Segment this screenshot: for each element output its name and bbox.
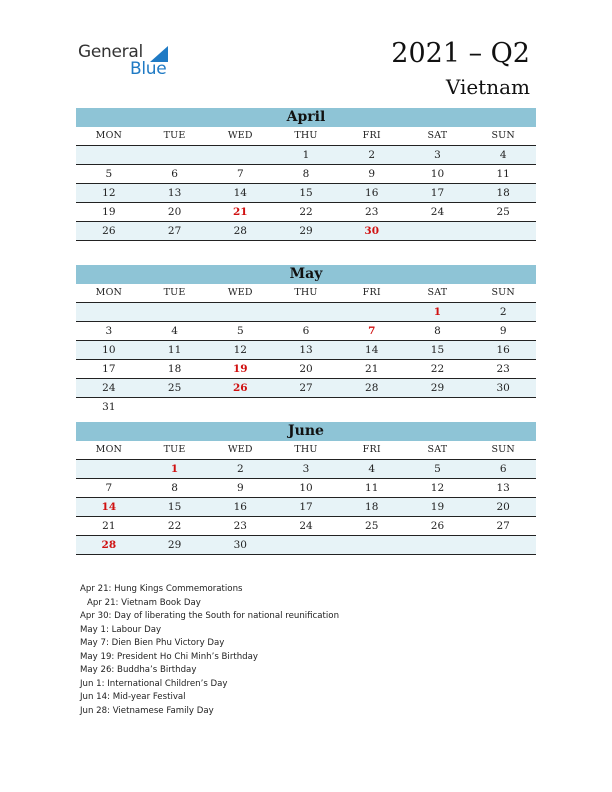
weekday-label: WED xyxy=(227,444,253,455)
holiday-note: Apr 21: Vietnam Book Day xyxy=(87,597,201,608)
week-row xyxy=(76,222,536,241)
empty-day-cell xyxy=(405,222,471,240)
day-cell: 5 xyxy=(236,325,244,337)
month-june xyxy=(76,422,536,555)
day-cell: 7 xyxy=(368,325,376,337)
day-cell: 9 xyxy=(236,482,244,494)
country-name: Vietnam xyxy=(445,75,530,99)
empty-day-cell xyxy=(339,303,405,321)
day-cell: 10 xyxy=(430,168,445,180)
week-row xyxy=(76,479,536,498)
day-cell: 20 xyxy=(167,206,182,218)
logo-blue-text: Blue xyxy=(130,59,167,79)
month-title: June xyxy=(76,422,536,441)
weekday-header-row xyxy=(76,127,536,146)
weekday-label: TUE xyxy=(163,130,186,141)
day-cell: 4 xyxy=(171,325,178,337)
day-cell: 7 xyxy=(236,168,244,180)
holiday-note: Apr 21: Hung Kings Commemorations xyxy=(80,584,243,594)
holiday-note: May 7: Dien Bien Phu Victory Day xyxy=(80,638,225,648)
day-cell: 7 xyxy=(105,482,113,494)
day-cell: 17 xyxy=(430,187,445,199)
day-cell: 27 xyxy=(496,520,510,532)
day-cell: 22 xyxy=(299,206,313,218)
day-cell: 30 xyxy=(233,539,247,551)
day-cell: 22 xyxy=(167,520,182,532)
holiday-note: Jun 28: Vietnamese Family Day xyxy=(80,705,214,716)
day-cell: 2 xyxy=(368,149,376,161)
page-title: 2021 – Q2 xyxy=(391,38,530,69)
weekday-label: SAT xyxy=(427,444,448,455)
month-april xyxy=(76,108,536,241)
day-cell: 6 xyxy=(302,325,310,337)
holiday-note: Jun 1: International Children’s Day xyxy=(80,678,228,689)
day-cell: 9 xyxy=(499,325,507,337)
day-cell: 30 xyxy=(496,382,510,394)
day-cell: 5 xyxy=(105,168,113,180)
month-may xyxy=(76,265,536,416)
empty-day-cell xyxy=(76,460,142,478)
day-cell: 25 xyxy=(365,520,379,532)
empty-day-cell xyxy=(339,398,405,416)
weekday-header-row xyxy=(76,441,536,460)
day-cell: 13 xyxy=(167,187,182,199)
day-cell: 1 xyxy=(302,149,310,161)
day-cell: 2 xyxy=(236,463,244,475)
day-cell: 22 xyxy=(430,363,445,375)
week-row xyxy=(76,360,536,379)
day-cell: 29 xyxy=(167,539,182,551)
empty-day-cell xyxy=(470,536,536,554)
day-cell: 4 xyxy=(499,149,507,161)
week-row xyxy=(76,460,536,479)
day-cell: 11 xyxy=(496,168,510,180)
logo xyxy=(78,42,188,82)
day-cell: 1 xyxy=(433,306,442,318)
month-title: April xyxy=(76,108,536,127)
day-cell: 3 xyxy=(434,149,441,161)
week-row xyxy=(76,341,536,360)
holiday-note: May 1: Labour Day xyxy=(80,624,162,635)
day-cell: 24 xyxy=(430,206,445,218)
week-row xyxy=(76,517,536,536)
holiday-note: Apr 30: Day of liberating the South for national reunification xyxy=(80,611,340,621)
weekday-label: FRI xyxy=(362,287,381,298)
day-cell: 12 xyxy=(102,187,116,199)
day-cell: 18 xyxy=(167,363,182,375)
day-cell: 3 xyxy=(302,463,310,475)
day-cell: 8 xyxy=(171,482,178,494)
day-cell: 29 xyxy=(430,382,445,394)
empty-day-cell xyxy=(142,303,208,321)
day-cell: 9 xyxy=(368,168,376,180)
empty-day-cell xyxy=(207,398,273,416)
weekday-label: FRI xyxy=(362,444,381,455)
day-cell: 8 xyxy=(434,325,441,337)
weekday-label: SUN xyxy=(491,287,515,298)
day-cell: 13 xyxy=(299,344,313,356)
day-cell: 23 xyxy=(365,206,379,218)
day-cell: 12 xyxy=(233,344,247,356)
weekday-label: WED xyxy=(227,287,253,298)
weekday-label: MON xyxy=(95,287,123,298)
weekday-label: SAT xyxy=(427,130,448,141)
day-cell: 21 xyxy=(102,520,116,532)
day-cell: 11 xyxy=(167,344,182,356)
day-cell: 10 xyxy=(299,482,313,494)
day-cell: 26 xyxy=(430,520,445,532)
week-row xyxy=(76,379,536,398)
day-cell: 23 xyxy=(496,363,510,375)
week-row xyxy=(76,498,536,517)
day-cell: 27 xyxy=(167,225,182,237)
weekday-label: SUN xyxy=(491,444,515,455)
day-cell: 14 xyxy=(233,187,247,199)
day-cell: 14 xyxy=(365,344,379,356)
week-row xyxy=(76,203,536,222)
day-cell: 16 xyxy=(365,187,379,199)
day-cell: 1 xyxy=(170,463,179,475)
day-cell: 19 xyxy=(102,206,116,218)
weekday-label: THU xyxy=(294,287,318,298)
empty-day-cell xyxy=(273,536,339,554)
weekday-label: WED xyxy=(227,130,253,141)
week-row xyxy=(76,165,536,184)
week-row xyxy=(76,184,536,203)
empty-day-cell xyxy=(405,536,471,554)
logo-general-text: General xyxy=(78,42,143,62)
day-cell: 31 xyxy=(102,401,116,413)
day-cell: 23 xyxy=(233,520,247,532)
weekday-label: MON xyxy=(95,130,123,141)
day-cell: 19 xyxy=(232,363,248,375)
empty-day-cell xyxy=(207,303,273,321)
day-cell: 16 xyxy=(496,344,510,356)
day-cell: 20 xyxy=(496,501,510,513)
empty-day-cell xyxy=(207,146,273,164)
empty-day-cell xyxy=(273,303,339,321)
day-cell: 13 xyxy=(496,482,510,494)
weekday-label: THU xyxy=(294,130,318,141)
month-title: May xyxy=(76,265,536,284)
empty-day-cell xyxy=(76,146,142,164)
day-cell: 16 xyxy=(233,501,247,513)
weekday-label: SUN xyxy=(491,130,515,141)
empty-day-cell xyxy=(339,536,405,554)
day-cell: 11 xyxy=(365,482,379,494)
week-row xyxy=(76,398,536,416)
day-cell: 15 xyxy=(430,344,445,356)
day-cell: 12 xyxy=(430,482,445,494)
weekday-header-row xyxy=(76,284,536,303)
day-cell: 21 xyxy=(232,206,248,218)
weekday-label: MON xyxy=(95,444,123,455)
day-cell: 3 xyxy=(105,325,113,337)
day-cell: 6 xyxy=(171,168,178,180)
day-cell: 5 xyxy=(434,463,441,475)
weekday-label: FRI xyxy=(362,130,381,141)
day-cell: 10 xyxy=(102,344,116,356)
empty-day-cell xyxy=(142,398,208,416)
week-row xyxy=(76,303,536,322)
day-cell: 18 xyxy=(365,501,379,513)
day-cell: 17 xyxy=(102,363,116,375)
day-cell: 19 xyxy=(430,501,445,513)
week-row xyxy=(76,322,536,341)
holiday-note: May 26: Buddha’s Birthday xyxy=(80,665,197,675)
day-cell: 14 xyxy=(101,501,117,513)
day-cell: 20 xyxy=(299,363,313,375)
day-cell: 28 xyxy=(365,382,379,394)
day-cell: 6 xyxy=(499,463,507,475)
holiday-notes xyxy=(80,583,339,718)
day-cell: 25 xyxy=(167,382,182,394)
day-cell: 17 xyxy=(299,501,313,513)
day-cell: 21 xyxy=(365,363,379,375)
day-cell: 24 xyxy=(102,382,116,394)
day-cell: 28 xyxy=(233,225,247,237)
day-cell: 15 xyxy=(167,501,182,513)
day-cell: 4 xyxy=(368,463,376,475)
empty-day-cell xyxy=(76,303,142,321)
day-cell: 18 xyxy=(496,187,510,199)
empty-day-cell xyxy=(470,222,536,240)
day-cell: 29 xyxy=(299,225,313,237)
day-cell: 30 xyxy=(364,225,380,237)
empty-day-cell xyxy=(142,146,208,164)
week-row xyxy=(76,146,536,165)
holiday-note: May 19: President Ho Chi Minh’s Birthday xyxy=(80,651,258,662)
day-cell: 15 xyxy=(299,187,313,199)
weekday-label: THU xyxy=(294,444,318,455)
empty-day-cell xyxy=(470,398,536,416)
day-cell: 24 xyxy=(299,520,313,532)
weekday-label: SAT xyxy=(427,287,448,298)
day-cell: 25 xyxy=(496,206,510,218)
day-cell: 8 xyxy=(302,168,310,180)
day-cell: 28 xyxy=(101,539,117,551)
day-cell: 26 xyxy=(102,225,116,237)
day-cell: 26 xyxy=(232,382,248,394)
holiday-note: Jun 14: Mid-year Festival xyxy=(80,692,186,702)
weekday-label: TUE xyxy=(163,287,186,298)
empty-day-cell xyxy=(273,398,339,416)
empty-day-cell xyxy=(405,398,471,416)
day-cell: 27 xyxy=(299,382,313,394)
day-cell: 2 xyxy=(499,306,507,318)
week-row xyxy=(76,536,536,555)
weekday-label: TUE xyxy=(163,444,186,455)
